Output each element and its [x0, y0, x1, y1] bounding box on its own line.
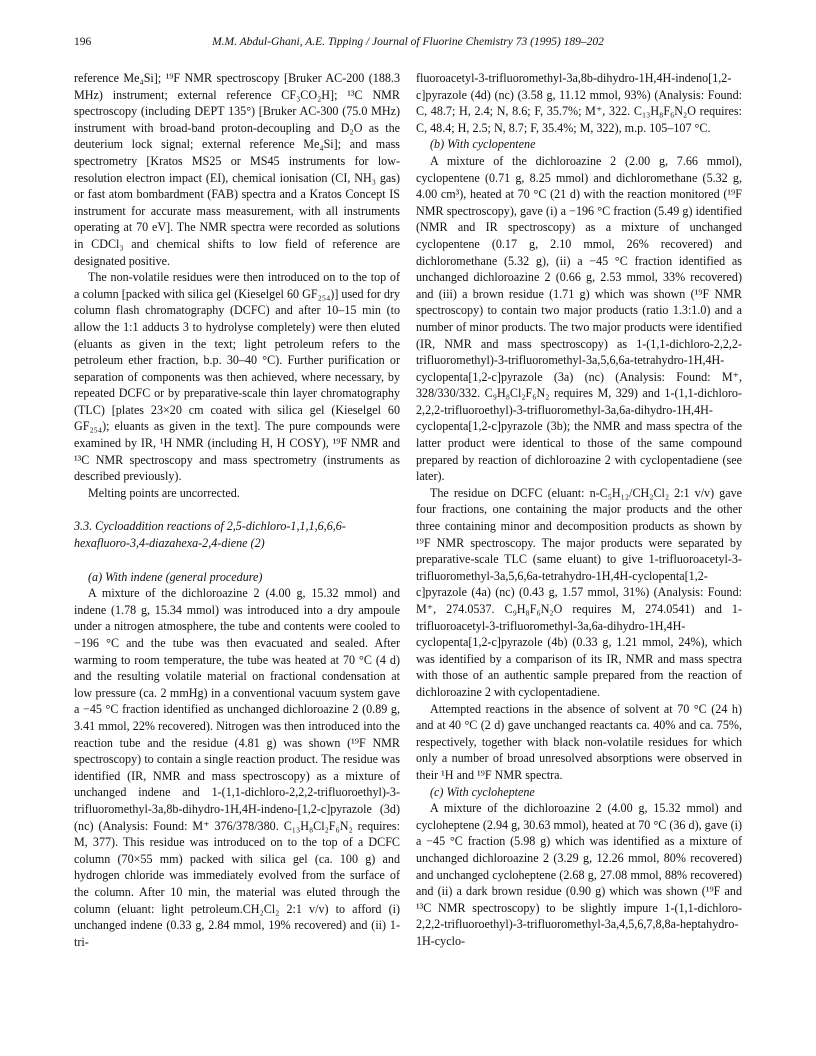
paragraph: reference Me₄Si]; ¹⁹F NMR spectroscopy [Bruker AC-200 (188.3 MHz) instrument; external reference CF₃CO₂H]; ¹³C NMR spectroscopy (including DEPT 135°) [Bruker AC-300 (75.0 MHz) instrument with broad-band proton-decoupling and D₂O as the deuterium lock signal; external reference Me₄Si]; and mass spectrometry [Kratos MS25 or MS45 instruments for low-resolution electron impact (EI), chemical ionisation (CI, NH₃ gas) or fast atom bombardment (FAB) spectra and a Kratos Concept IS instrument for accurate mass measurement, with all instruments operating at 70 eV]. The NMR spectra were recorded as solutions in CDCl₃ and chemical shifts to low field of reference are designated positive. [74, 71, 400, 268]
paragraph: A mixture of the dichloroazine 2 (4.00 g, 15.32 mmol) and indene (1.78 g, 15.34 mmol) was introduced into a dry ampoule under a nitrogen atmosphere, the tube and contents were cooled to −196 °C and the tube was then evacuated and sealed. After warming to room temperature, the tube was heated at 70 °C (4 d) and the resulting volatile material on fractional condensation at low pressure (ca. 2 mmHg) in a conventional vacuum system gave a −45 °C fraction identified as unchanged dichloroazine 2 (0.89 g, 3.41 mmol, 22% recovered). Nitrogen was then introduced into the reaction tube and the residue (4.81 g) was shown (¹⁹F NMR spectroscopy) to contain a single reaction product. The residue was identified (IR, NMR and mass spectroscopy) as a mixture of unchanged indene and 1-(1,1-dichloro-2,2,2-trifluoroethyl)-3-trifluoromethyl-3a,8b-dihydro-1H,4H-indeno-[1,2-c]pyrazole (3d) (nc) (Analysis: Found: M⁺ 376/378/380. C₁₃H₈Cl₂F₆N₂ requires: M, 377). This residue was introduced on to the top of a DCFC column (70×55 mm) packed with silica gel (ca. 100 g) and hydrogen chloride was immediately evolved from the surface of the column. After 10 min, the material was eluted through the column (eluant: light petroleum.CH₂Cl₂ 2:1 v/v) to afford (i) unchanged indene (0.33 g, 2.84 mmol, 19% recovered) and (ii) 1-tri- [74, 586, 400, 949]
paragraph: Melting points are uncorrected. [88, 485, 240, 500]
right-column [416, 70, 742, 949]
page-header [74, 36, 742, 56]
running-title: M.M. Abdul-Ghani, A.E. Tipping / Journal of Fluorine Chemistry 73 (1995) 189–202 [212, 36, 604, 48]
paragraph: A mixture of the dichloroazine 2 (4.00 g, 15.32 mmol) and cycloheptene (2.94 g, 30.63 mmol), heated at 70 °C (36 d), gave (i) a −45 °C fraction (5.98 g) which was identified as a mixture of unchanged dichloroazine 2 (3.29 g, 12.26 mmol, 80% recovered) and unchanged cycloheptene (2.68 g, 27.08 mmol, 88% recovered) and (ii) a dark brown residue (0.90 g) which was shown (¹⁹F and ¹³C NMR spectroscopy) to be slightly impure 1-(1,1-dichloro-2,2,2-trifluoroethyl)-3-trifluoromethyl-3a,4,5,6,7,8,8a-heptahydro-1H-cyclo- [416, 801, 742, 948]
paragraph: fluoroacetyl-3-trifluoromethyl-3a,8b-dihydro-1H,4H-indeno[1,2-c]pyrazole (4d) (nc) (3.58 g, 11.12 mmol, 93%) (Analysis: Found: C, 48.7; H, 2.4; N, 8.6; F, 35.7%; M⁺, 322. C₁₃H₈F₆N₂O requires: C, 48.4; H, 2.5; N, 8.7; F, 35.4%; M, 322), m.p. 105–107 °C. [416, 71, 742, 135]
subsection-heading: (c) With cycloheptene [430, 784, 535, 799]
paragraph: The non-volatile residues were then introduced on to the top of a column [packed with silica gel (Kieselgel 60 GF₂₅₄)] used for dry column flash chromatography (DCFC) and after 10–15 min (to allow the 1:1 adducts 3 to hydrolyse completely) were then eluted (eluants as given in the text; light petroleum refers to the petroleum ether fraction, b.p. 30–40 °C). Further purification or separation of components was then achieved, where necessary, by repeated DCFC or by preparative-scale thin layer chromatography (TLC) [plates 23×20 cm coated with silica gel (Kieselgel 60 GF₂₅₄); eluants as given in the text]. The pure compounds were examined by IR, ¹H NMR (including H, H COSY), ¹⁹F NMR and ¹³C NMR spectroscopy and mass spectrometry (instruments as described previously). [74, 270, 400, 484]
page-number: 196 [74, 36, 92, 48]
paragraph: The residue on DCFC (eluant: n-C₅H₁₂/CH₂Cl₂ 2:1 v/v) gave four fractions, one containing the major products and the other three containing minor and decomposition products as shown by ¹⁹F NMR spectroscopy. The major products were separated by preparative-scale TLC (same eluant) to give 1-trifluoroacetyl-3-trifluoromethyl-3a,5,6,6a-tetrahydro-1H,4H-cyclopenta[1,2-c]pyrazole (4a) (nc) (0.43 g, 1.57 mmol, 31%) (Analysis: Found: M⁺, 274.0537. C₉H₈F₆N₂O requires M, 274.0541) and 1-trifluoroacetyl-3-trifluoromethyl-3a,6a-dihydro-1H,4H-cyclopenta[1,2-c]pyrazole (4b) (0.33 g, 1.21 mmol, 24%), which was identified by a comparison of its IR, NMR and mass spectra with those of an authentic sample prepared from the reaction of dichloroazine 2 with cyclopentadiene. [416, 485, 742, 699]
left-column [74, 70, 400, 950]
section-heading: 3.3. Cycloaddition reactions of 2,5-dichloro-1,1,1,6,6,6-hexafluoro-3,4-diazahexa-2,4-diene (2) [74, 519, 346, 551]
paragraph: Attempted reactions in the absence of solvent at 70 °C (24 h) and at 40 °C (2 d) gave unchanged reactants ca. 40% and ca. 75%, respectively, together with black non-volatile residues for which only a number of broad unresolved absorptions were observed in their ¹H and ¹⁹F NMR spectra. [416, 701, 742, 782]
subsection-heading: (a) With indene (general procedure) [88, 569, 263, 584]
paragraph: A mixture of the dichloroazine 2 (2.00 g, 7.66 mmol), cyclopentene (0.71 g, 8.25 mmol) and dichloromethane (5.32 g, 4.00 cm³), heated at 70 °C (21 d) with the reaction monitored (¹⁹F NMR spectroscopy), gave (i) a −196 °C fraction (5.49 g) identified (NMR and IR spectroscopy) as a mixture of unchanged cyclopentene (0.17 g, 2.10 mmol, 26% recovered) and dichloromethane (5.32 g), (ii) a −45 °C fraction identified as unchanged dichloroazine 2 (0.66 g, 2.53 mmol, 33% recovered) and (iii) a brown residue (1.71 g) which was shown (¹⁹F NMR spectroscopy) to contain two major products (ratio 1.3:1.0) and a number of minor products. The two major products were identified (IR, NMR and mass spectroscopy) as 1-(1,1-dichloro-2,2,2-trifluoromethyl)-3-trifluoromethyl-3a,5,6,6a-tetrahydro-1H,4H-cyclopenta[1,2-c]pyrazole (3a) (nc) (Analysis: Found: M⁺, 328/330/332. C₉H₈Cl₂F₆N₂ requires M, 329) and 1-(1,1-dichloro-2,2,2-trifluoroethyl)-3-trifluoromethyl-3a,6a-dihydro-1H,4H-cyclopenta[1,2-c]pyrazole (3b); the NMR and mass spectra of the latter product were identical to those of the same compound prepared by reaction of dichloroazine 2 with cyclopentadiene (see later). [416, 153, 742, 484]
subsection-heading: (b) With cyclopentene [430, 137, 536, 152]
